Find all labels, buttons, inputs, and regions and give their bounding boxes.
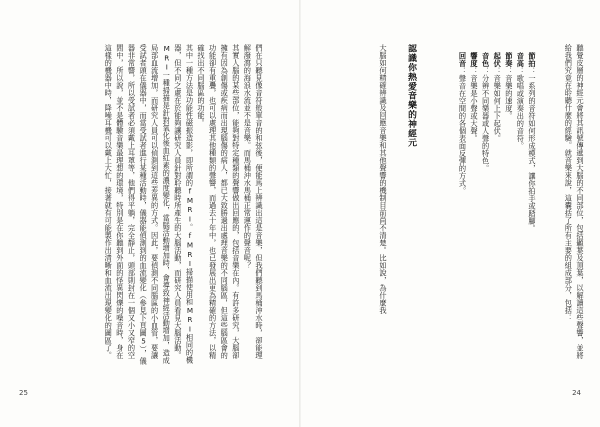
list-item: 音色：分辨不同樂器或人聲的特色。 — [481, 52, 491, 172]
list-item-term: 響度 — [470, 52, 480, 67]
list-item-desc: 音樂是小聲或大聲。 — [470, 74, 480, 142]
page-number-right: 24 — [572, 389, 581, 397]
list-item-term: 節奏 — [504, 52, 514, 67]
list-item: 節奏：音樂的速度。 — [504, 52, 514, 120]
list-item-term: 節拍 — [528, 52, 537, 67]
left-paragraph-2: 其實人腦的某些部位，能夠對特定種類的聲響做出回應的，包括音樂在內。有許多研究，大腦卻擁有因為創傷或疾病而出現腦傷的病人，都已大致勝過出處理音樂的不同腦區，但這些腦區會的功能卻有重疊，也可以處理其他種類的聲響，而過去十年中，也已發展出更為精確的方法，以精確找出不同腦區的功能。 — [197, 44, 241, 359]
section-heading: 認識你熱愛音樂的神經元 — [406, 44, 416, 148]
left-page-text — [30, 44, 265, 366]
right-intro-text: 聽覺皮層的神經元會將其訊號傳遞到大腦的不同部位，包括顳葉及頂葉，以解讀這些聲響，並將給我們究竟在聆聽什麼的經驗。就音樂來說，這囊括了所有主要的組成部分，包括： — [564, 44, 585, 359]
right-page — [301, 0, 600, 427]
list-item: 音高：歌唱或演奏出的音符。 — [516, 52, 526, 150]
list-item-desc: 聲音在空間的各個表面反彈的方式。 — [458, 74, 468, 195]
list-item-term: 音高 — [516, 52, 526, 67]
list-item: 回音：聲音在空間的各個表面反彈的方式。 — [458, 52, 468, 195]
left-page — [0, 0, 299, 427]
list-item-desc: 歌唱或演奏出的音符。 — [516, 74, 526, 150]
list-item: 響度：音樂是小聲或大聲。 — [470, 52, 480, 142]
list-item-term: 回音 — [458, 52, 468, 67]
list-item-term: 音色 — [481, 52, 491, 67]
list-item-desc: 音樂的速度。 — [504, 74, 514, 120]
list-item-desc: 音樂如何上下起伏。 — [493, 74, 503, 142]
list-item-desc: 分辨不同樂器或人聲的特色。 — [481, 74, 491, 172]
left-paragraph-1: 們在只聽見像音符般單音的和弦後，便能馬上辨識出這是音樂，但我們聽到馬桶沖水時，卻能理解潑瀉的海浪水流並不是音樂。而馬桶沖水馬桶正常運作的聲音呢？ — [243, 44, 264, 359]
music-elements-list — [432, 52, 538, 252]
list-item-desc: 一系列的音符如何形成模式，讓你拍手或踏腳。 — [528, 74, 537, 232]
page-number-left: 25 — [19, 389, 28, 397]
list-item-term: 起伏 — [493, 52, 503, 67]
list-item: 節拍：一系列的音符如何形成模式，讓你拍手或踏腳。 — [528, 52, 537, 232]
list-item: 起伏：音樂如何上下起伏。 — [493, 52, 503, 142]
right-body-text: 大腦如何精確辨識及回應音樂和其他聲響的機制目前尚不清楚。比如說，為什麼我 — [379, 44, 388, 314]
left-paragraph-3: 其中一種方法是功能性磁振造影，即所謂的fMRI。fMRI掃描使用和MRI相同的機器，但不同之處在於能夠讓研究人員針對聆聽時所產生的大腦活動，而研究人員看見大腦活動。MRI一種掃描是針對氧化後血紅素的濃度變化，當腦活動增加時，會導致神經活動增加，造成局部血流增加，而研究人員可以偵測到這些差異的方式。因此，要偵測不同腦區的小血管，要讓受試者頭在儀器中，而當受試者進行某種活動時，儀器能偵測到的血流變化（參見下頁圖5），儀器非常響，所以受試者必須戴上耳罩等，他們得平躺，完全靜止，頭部則封在一個又小又窄的空間中，所以說，並不是體驗音樂最理想的環境，特別是在你聽到外面的怪異閃爍的噪音時，身在這樣的機器中時，降噪耳機可以戴上大忙，接著就有可能製作出清晰和血流出現變化的圖區了。 — [104, 44, 195, 365]
